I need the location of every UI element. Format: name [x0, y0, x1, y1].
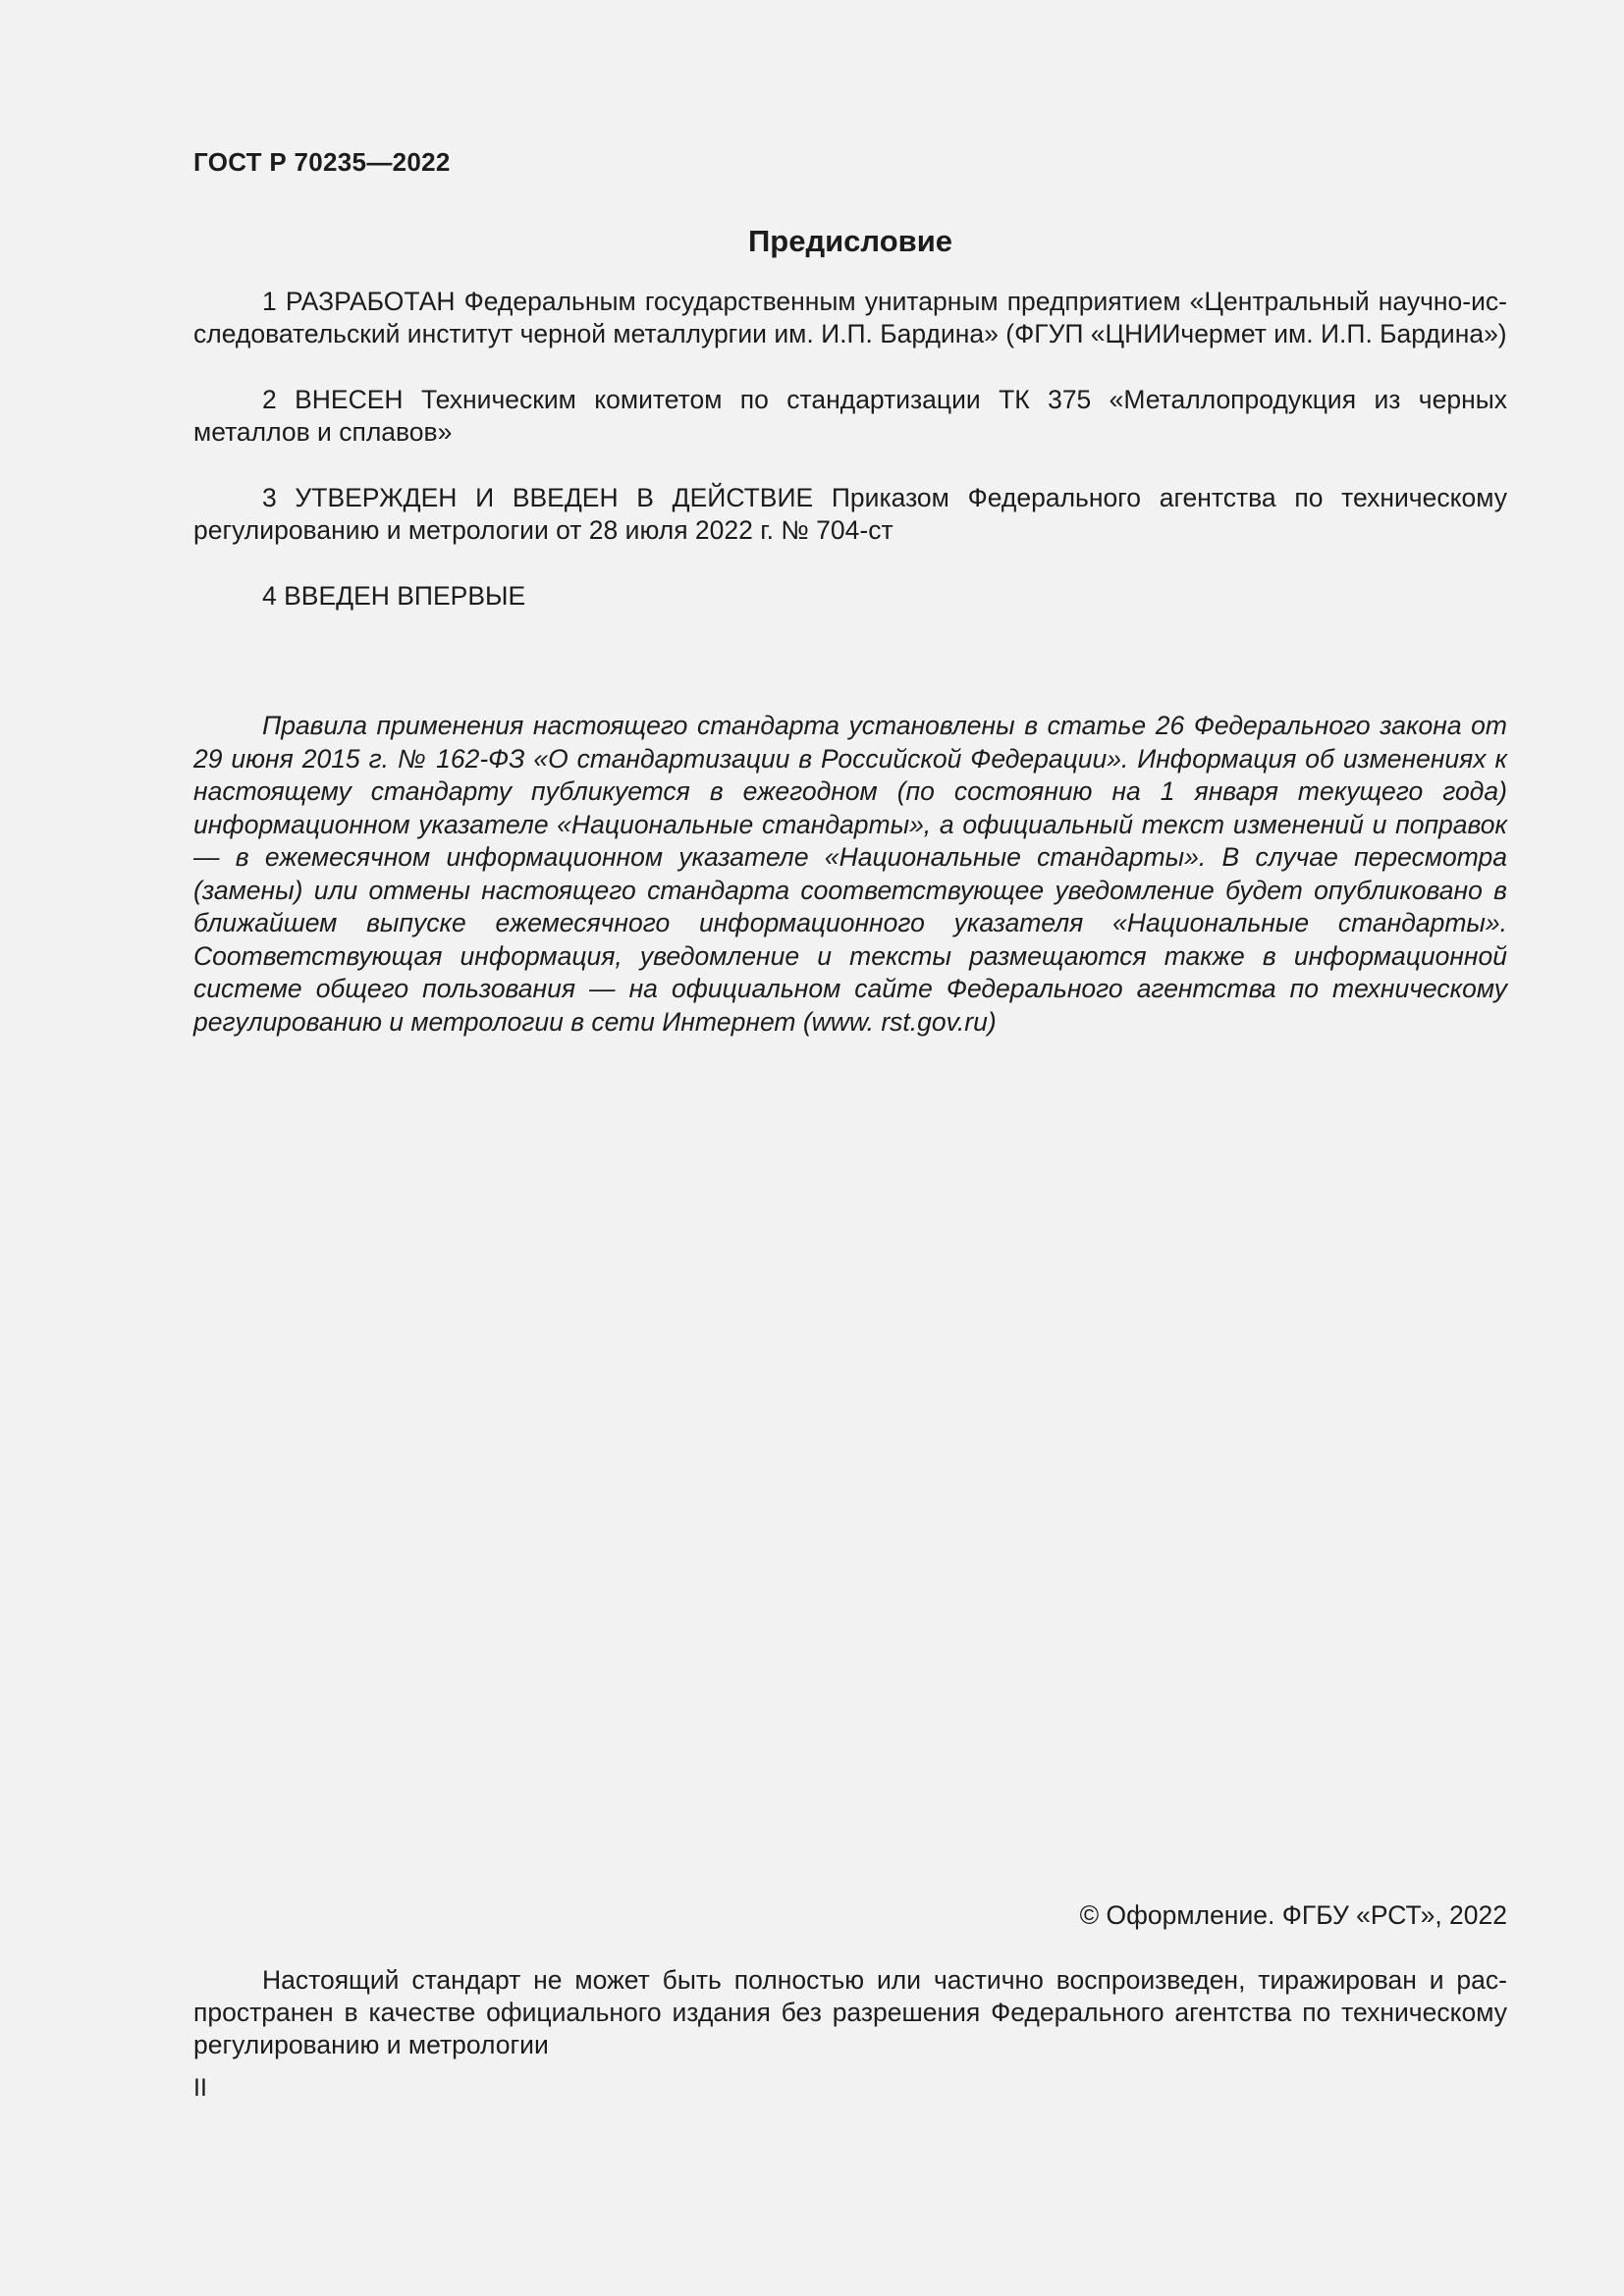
page-title: Предисловие [747, 224, 952, 258]
foreword-item-3: 3 УТВЕРЖДЕН И ВВЕДЕН В ДЕЙСТВИЕ Приказом Федерального агентства по техническому регулированию и метрологии от 28 июля 2022 г. № 704-ст [193, 483, 1507, 545]
foreword-item-4: 4 ВВЕДЕН ВПЕРВЫЕ [262, 581, 526, 611]
application-rules-notice: Правила применения настоящего стандарта установлены в статье 26 Федерального закона от 29 июня 2015 г. № 162-ФЗ «О стандартизации в Российской Федерации». Информация об изменениях к настоящему стандарту публикуется в ежегодном (по состоянию на 1 января текущего года) информационном указателе «Национальные стандарты», а официальный текст изменений и поправок — в ежемесячном информационном указателе «Национальные стандарты». В случае пересмотра (замены) или отмены настоящего стандарта соответствующее уведомление будет опубликовано в ближайшем выпуске ежемесячного информационного указателя «Национальные стандарты». Соответствующая информация, уведомление и тексты размещаются также в информационной системе общего пользования — на официальном сайте Федерального агентства по техническому регулированию и метрологии в сети Интернет (www. rst.gov.ru) [193, 711, 1507, 1037]
document-code: ГОСТ Р 70235—2022 [193, 147, 451, 177]
copyright-line: © Оформление. ФГБУ «РСТ», 2022 [1079, 1900, 1507, 1930]
foreword-item-2: 2 ВНЕСЕН Техническим комитетом по стандартизации ТК 375 «Металлопродукция из черных металлов и сплавов» [193, 385, 1507, 447]
page-number: II [193, 2074, 207, 2102]
reproduction-notice: Настоящий стандарт не может быть полностью или частично воспроизведен, тиражирован и распространен в качестве официального издания без разрешения Федерального агентства по техническому регулированию и метрологии [193, 1965, 1507, 2059]
foreword-item-1: 1 РАЗРАБОТАН Федеральным государственным унитарным предприятием «Центральный научно-исследовательский институт черной металлургии им. И.П. Бардина» (ФГУП «ЦНИИчермет им. И.П. Бардина») [193, 287, 1507, 348]
